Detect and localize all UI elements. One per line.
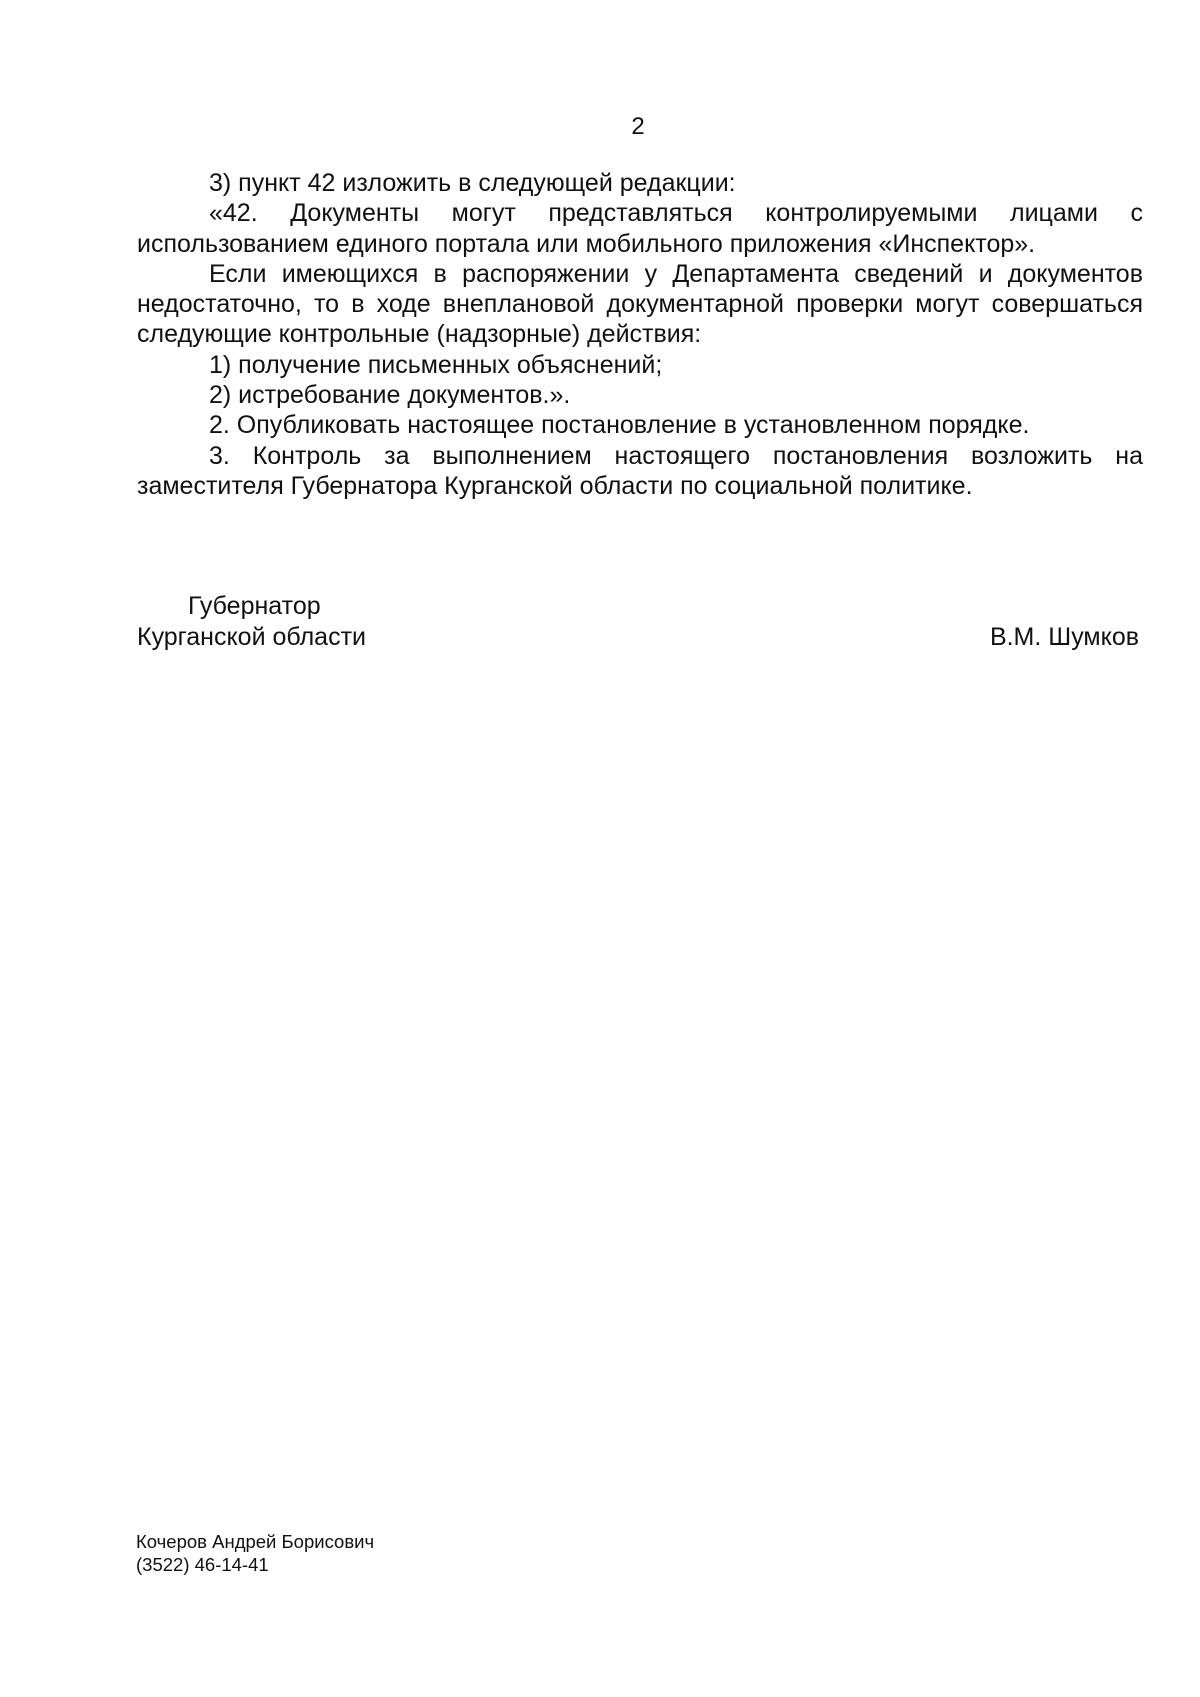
- paragraph-action-1: 1) получение письменных объяснений;: [209, 350, 663, 379]
- paragraph-control: 3. Контроль за выполнением настоящего постановления возложить на заместителя Губернатора Курганской области по социальной политике.: [137, 441, 1143, 500]
- executor-info: [136, 1530, 374, 1576]
- page-number: 2: [631, 113, 645, 140]
- paragraph-insufficient-info: Если имеющихся в распоряжении у Департамента сведений и документов недостаточно, то в ходе внеплановой документарной проверки могут совершаться следующие контрольные (надзорные) действия:: [137, 259, 1143, 349]
- signature-row: [137, 622, 1143, 653]
- paragraph-publish: 2. Опубликовать настоящее постановление в установленном порядке.: [209, 411, 1030, 440]
- signatory-name: В.М. Шумков: [989, 623, 1139, 651]
- paragraph-clause-42: «42. Документы могут представляться контролируемыми лицами с использованием единого портала или мобильного приложения «Инспектор».: [137, 199, 1143, 258]
- paragraph-item-3: 3) пункт 42 изложить в следующей редакции:: [209, 169, 736, 197]
- signatory-title-line1: Губернатор: [188, 592, 321, 620]
- executor-name: Кочеров Андрей Борисович: [136, 1531, 375, 1552]
- signature-block: [137, 591, 1143, 653]
- paragraph-action-2: 2) истребование документов.».: [209, 381, 571, 410]
- document-body: [137, 168, 1143, 501]
- signatory-title-line2: Курганской области: [137, 623, 367, 651]
- executor-phone: (3522) 46-14-41: [136, 1554, 269, 1575]
